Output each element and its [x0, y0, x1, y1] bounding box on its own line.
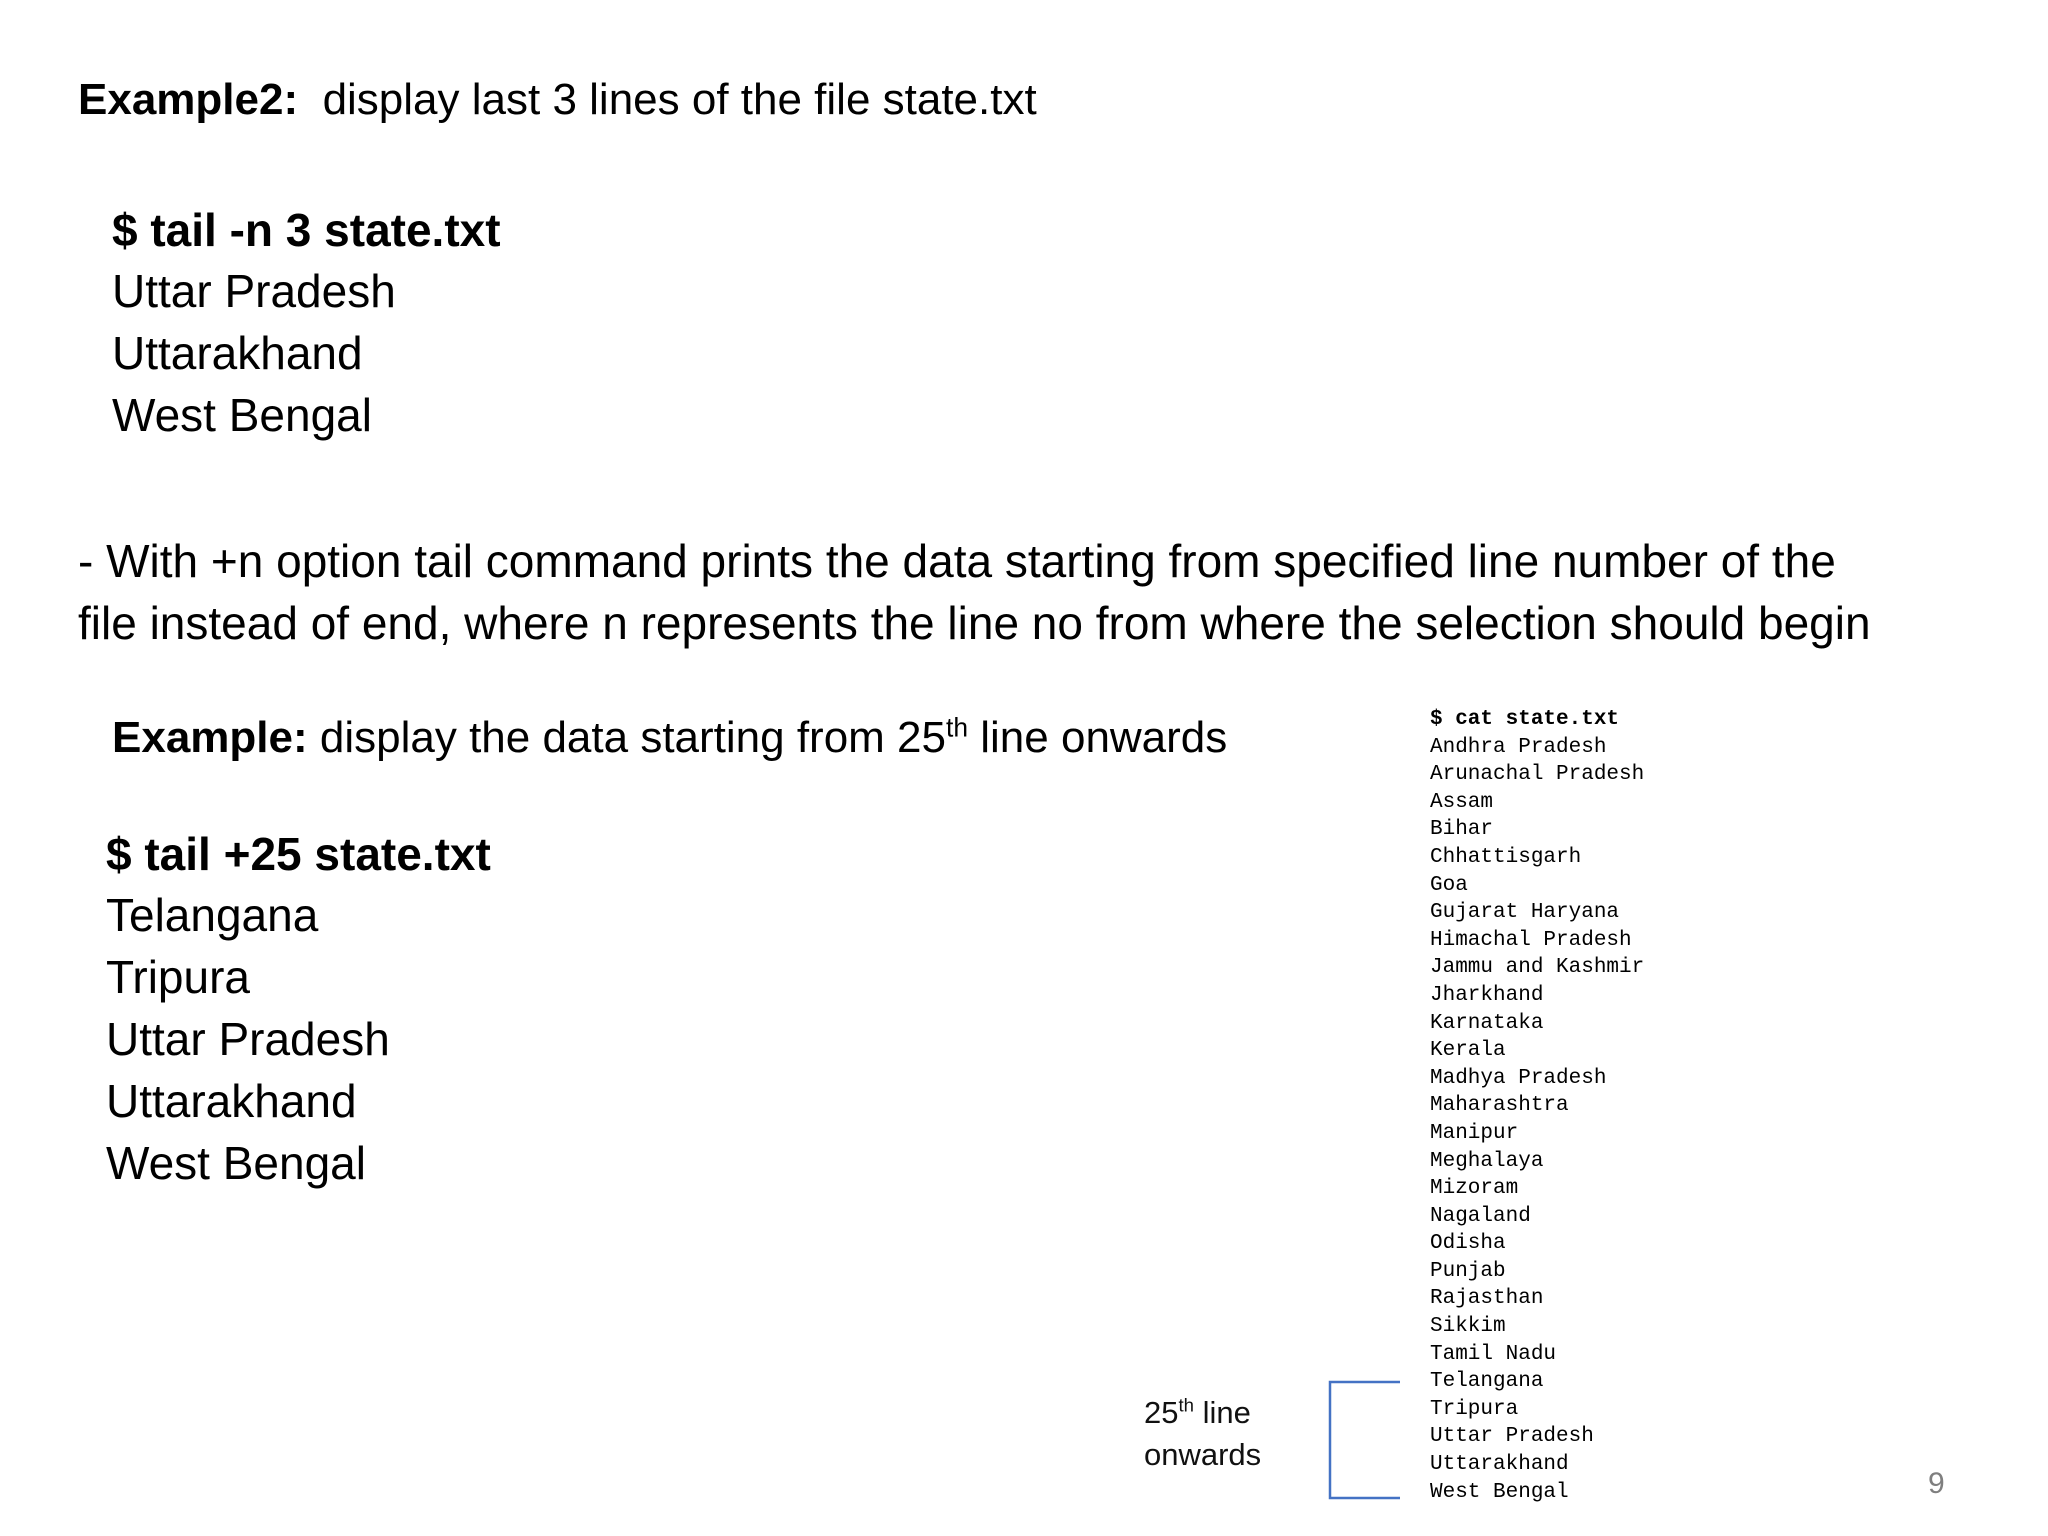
description-line-1: - With +n option tail command prints the data starting from specified line number of the	[78, 535, 1836, 587]
heading-text: display last 3 lines of the file state.txt	[322, 75, 1037, 124]
example2-text-after: line onwards	[980, 713, 1228, 762]
terminal-line: Mizoram	[1430, 1177, 1519, 1201]
example2-label: Example:	[112, 713, 308, 762]
example2-output-line: Tripura	[106, 951, 250, 1003]
example2-output-line: Uttarakhand	[106, 1075, 357, 1127]
page-number: 9	[1928, 1467, 1945, 1500]
terminal-line: Odisha	[1430, 1232, 1506, 1256]
heading-label: Example2:	[78, 75, 299, 124]
line-annotation	[1144, 1392, 1261, 1476]
example2-output-line: Uttar Pradesh	[106, 1013, 390, 1065]
terminal-line: Andhra Pradesh	[1430, 735, 1607, 759]
example2-command: $ tail +25 state.txt	[106, 828, 491, 880]
annotation-number: 25	[1144, 1395, 1179, 1430]
terminal-line: Gujarat Haryana	[1430, 901, 1620, 925]
terminal-line: Bihar	[1430, 818, 1494, 842]
example1-output-line: West Bengal	[112, 389, 372, 441]
example2-output-line: Telangana	[106, 889, 319, 941]
description-paragraph	[78, 530, 1871, 654]
example2-heading	[112, 708, 1227, 768]
example1-output-line: Uttar Pradesh	[112, 265, 396, 317]
terminal-line: Manipur	[1430, 1121, 1519, 1145]
terminal-line: Maharashtra	[1430, 1094, 1569, 1118]
example1-command: $ tail -n 3 state.txt	[112, 204, 501, 256]
terminal-line: Karnataka	[1430, 1011, 1544, 1035]
example1-output-line: Uttarakhand	[112, 327, 363, 379]
terminal-line: Meghalaya	[1430, 1149, 1544, 1173]
annotation-line-2: onwards	[1144, 1437, 1262, 1472]
annotation-superscript: th	[1178, 1394, 1194, 1416]
example2-block	[106, 824, 491, 1194]
terminal-output	[1430, 706, 1644, 1506]
terminal-line: West Bengal	[1430, 1480, 1569, 1504]
annotation-line-1	[1144, 1392, 1261, 1434]
example2-superscript: th	[946, 712, 969, 743]
bracket-path	[1330, 1382, 1400, 1498]
terminal-line: Rajasthan	[1430, 1287, 1544, 1311]
terminal-line: Telangana	[1430, 1370, 1544, 1394]
terminal-line: Uttar Pradesh	[1430, 1425, 1594, 1449]
terminal-line: Sikkim	[1430, 1315, 1506, 1339]
terminal-line: Jharkhand	[1430, 983, 1544, 1007]
terminal-line: Arunachal Pradesh	[1430, 763, 1645, 787]
annotation-line-rest: line	[1202, 1395, 1251, 1430]
slide-heading	[78, 70, 1037, 130]
example2-output-line: West Bengal	[106, 1137, 366, 1189]
terminal-command: $ cat state.txt	[1430, 708, 1620, 731]
terminal-line: Himachal Pradesh	[1430, 928, 1632, 952]
terminal-line: Nagaland	[1430, 1204, 1531, 1228]
terminal-line: Punjab	[1430, 1259, 1506, 1283]
terminal-line: Kerala	[1430, 1039, 1506, 1063]
example2-text-before: display the data starting from 25	[319, 713, 946, 762]
terminal-line: Tripura	[1430, 1397, 1519, 1421]
terminal-line: Uttarakhand	[1430, 1453, 1569, 1477]
description-line-2: file instead of end, where n represents the line no from where the selection should begin	[78, 597, 1871, 649]
terminal-line: Tamil Nadu	[1430, 1342, 1557, 1366]
terminal-line: Goa	[1430, 873, 1468, 897]
terminal-line: Assam	[1430, 790, 1494, 814]
example1-block	[112, 200, 501, 446]
terminal-line: Jammu and Kashmir	[1430, 956, 1645, 980]
bracket-icon	[1328, 1380, 1400, 1500]
terminal-line: Madhya Pradesh	[1430, 1066, 1607, 1090]
terminal-line: Chhattisgarh	[1430, 845, 1582, 869]
